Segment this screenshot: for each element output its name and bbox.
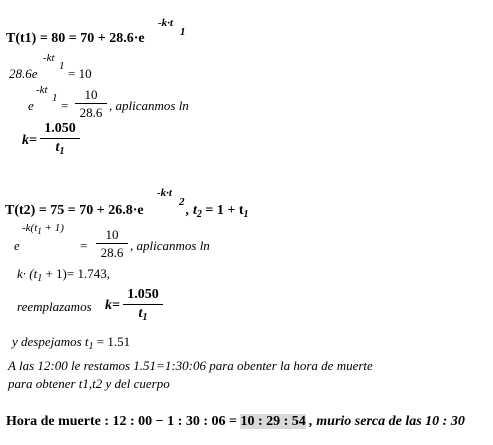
eq3-equals: = (61, 98, 69, 113)
eq8-text: reemplazamos (17, 299, 92, 314)
eq5-text: T(t2) = 75 = 70 + 26.8·e (5, 203, 144, 218)
eq4-text: k= (22, 133, 37, 148)
eq6-fraction (96, 228, 128, 259)
eq8-fraction-bar (123, 304, 163, 305)
eq5-exponent: -k·t (157, 187, 172, 199)
eq6-equals: = (80, 238, 88, 253)
eq2-exponent-sub: 1 (59, 60, 65, 72)
eq6-denominator: 28.6 (100, 245, 124, 260)
eq8-fraction (123, 288, 163, 321)
eq3-exponent-sub: 1 (52, 92, 58, 104)
eq6-tail: , aplicanmos ln (130, 238, 210, 253)
eq2-exponent: -kt (43, 52, 55, 64)
highlighted-time: 10 : 29 : 54 (240, 414, 306, 429)
eq6-numerator: 10 (105, 227, 119, 242)
eq1-exponent: -k·t (158, 17, 173, 29)
eq2-rhs: = 10 (68, 66, 92, 81)
eq8-numerator: 1.050 (127, 287, 159, 302)
eq5-exponent-sub: 2 (179, 196, 185, 208)
eq3-fraction (75, 88, 107, 119)
eq5-tail: , $t_2 = 1 + t_1$ (186, 203, 249, 220)
eq3-denominator: 28.6 (79, 105, 103, 120)
eq4-fraction (40, 122, 80, 155)
eq6-exponent: $-k(t_1 + 1)$ (22, 222, 64, 236)
eq4-denominator: $t_1$ (55, 140, 65, 157)
eq8-denominator: $t_1$ (138, 306, 148, 323)
eq4-fraction-bar (40, 138, 80, 139)
eq6-fraction-bar (96, 243, 128, 244)
eq6-text: e (14, 238, 20, 253)
paragraph-line-2: para obtener t1,t2 y del cuerpo (8, 376, 170, 391)
final-line: Hora de muerte : 12 : 00 − 1 : 30 : 06 = 10 : 29 : 54 , murio serca de las 10 : 30 (6, 414, 465, 429)
eq3-tail: , aplicanmos ln (109, 98, 189, 113)
eq1-exponent-sub: 1 (180, 26, 186, 38)
eq7-text: $k\cdot (t_1 + 1)= 1.743$, (17, 266, 110, 284)
eq3-numerator: 10 (84, 87, 98, 102)
eq4-numerator: 1.050 (44, 121, 76, 136)
paragraph-line-1: A las 12:00 le restamos 1.51=1:30:06 para obenter la hora de muerte (8, 358, 373, 373)
eq3-fraction-bar (75, 103, 107, 104)
eq8-k: k= (105, 298, 120, 313)
eq1-text: T(t1) = 80 = 70 + 28.6·e (6, 31, 145, 46)
eq2-text: 28.6e (9, 66, 38, 81)
eq9-text: y despejamos $t_1 = 1.51$ (12, 334, 131, 352)
eq3-text: e (28, 98, 34, 113)
eq3-exponent: -kt (36, 84, 48, 96)
